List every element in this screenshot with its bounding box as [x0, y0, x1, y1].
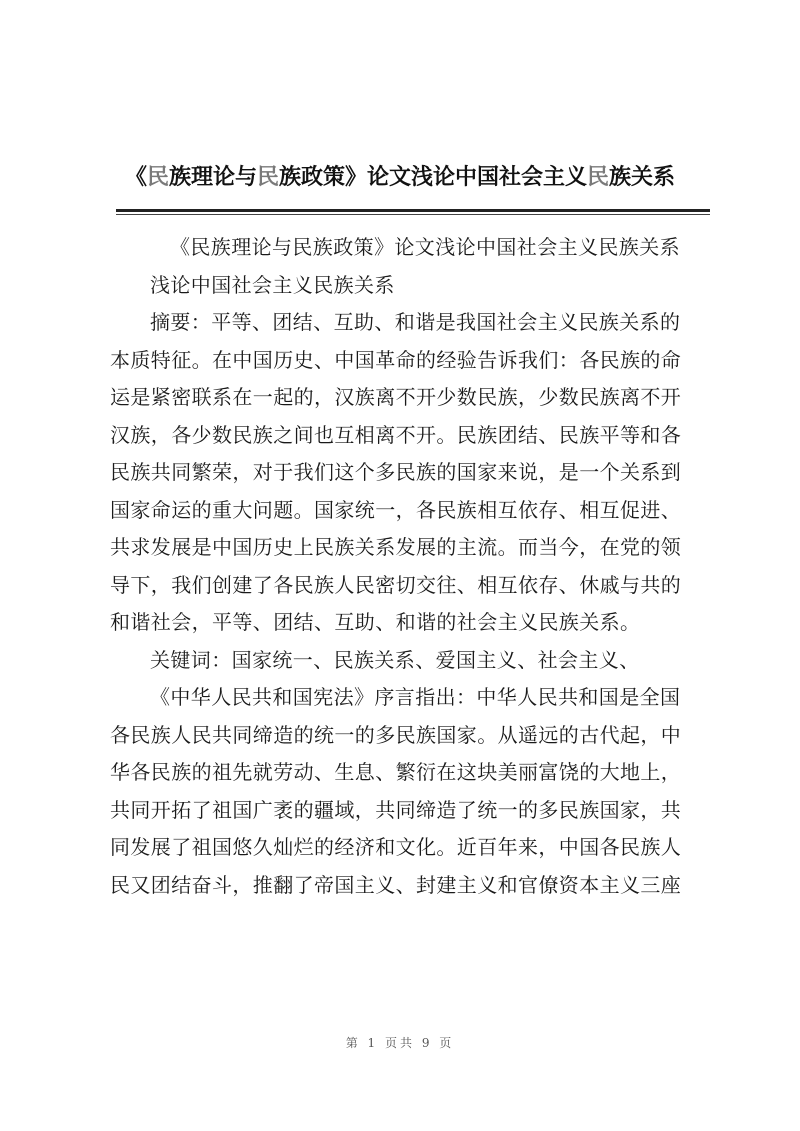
body-line: 汉族，各少数民族之间也互相离不开。民族团结、民族平等和各: [110, 422, 682, 447]
document-body: [110, 229, 712, 904]
body-line: 摘要：平等、团结、互助、和谐是我国社会主义民族关系的: [150, 310, 681, 334]
body-line: 民族共同繁荣，对于我们这个多民族的国家来说，是一个关系到: [110, 460, 682, 484]
body-line: 运是紧密联系在一起的，汉族离不开少数民族，少数民族离不开: [110, 385, 682, 409]
body-line: 各民族人民共同缔造的统一的多民族国家。从遥远的古代起，中: [110, 722, 682, 747]
body-line: 共同开拓了祖国广袤的疆域，共同缔造了统一的多民族国家，共: [110, 797, 682, 822]
body-line: 本质特征。在中国历史、中国革命的经验告诉我们：各民族的命: [110, 347, 682, 372]
title-segment: 族政策》论文浅论中国社会主义: [279, 165, 588, 190]
body-line: 共求发展是中国历史上民族关系发展的主流。而当今，在党的领: [110, 535, 682, 559]
body-line: 《中华人民共和国宪法》序言指出：中华人民共和国是全国: [150, 685, 681, 709]
body-line: 华各民族的祖先就劳动、生息、繁衍在这块美丽富饶的大地上，: [110, 760, 682, 784]
body-line: 浅论中国社会主义民族关系: [150, 272, 395, 297]
body-line: 《民族理论与民族政策》论文浅论中国社会主义民族关系: [170, 235, 680, 259]
body-line: 导下，我们创建了各民族人民密切交往、相互依存、休戚与共的: [110, 572, 682, 597]
body-line: 民又团结奋斗，推翻了帝国主义、封建主义和官僚资本主义三座: [110, 872, 682, 897]
title-marked-char: 民: [587, 165, 610, 190]
title-marked-char: 民: [146, 165, 169, 190]
title-segment: 族关系: [609, 165, 676, 190]
body-line: 关键词：国家统一、民族关系、爱国主义、社会主义、: [150, 647, 640, 672]
title-segment: 《: [124, 165, 147, 190]
title-rule-thin: [116, 214, 710, 215]
title-rule-thick: [116, 209, 710, 212]
body-line: 同发展了祖国悠久灿烂的经济和文化。近百年来，中国各民族人: [110, 835, 682, 859]
document-title: [0, 160, 800, 196]
body-line: 国家命运的重大问题。国家统一，各民族相互依存、相互促进、: [110, 497, 682, 522]
title-segment: 族理论与: [168, 165, 257, 190]
page-footer: 第 1 页共 9 页: [345, 1036, 455, 1050]
title-marked-char: 民: [256, 165, 279, 190]
body-line: 和谐社会，平等、团结、互助、和谐的社会主义民族关系。: [110, 610, 641, 634]
